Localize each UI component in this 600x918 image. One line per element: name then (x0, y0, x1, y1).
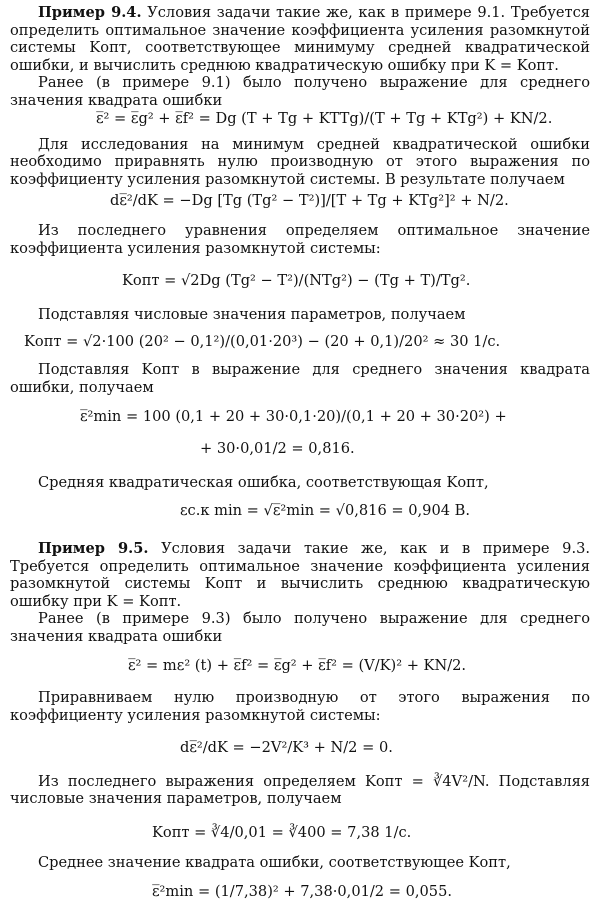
example-9-4-paragraph-7: Средняя квадратическая ошибка, соответствующая Kопт, (38, 474, 489, 492)
example-9-5-paragraph-5: Среднее значение квадрата ошибки, соответствующее Kопт, (38, 853, 511, 871)
example-9-4-equation-6: εс.к min = √ε̅²min = √0,816 = 0,904 В. (180, 501, 471, 519)
example-9-5-equation-4: ε̅²min = (1/7,38)² + 7,38·0,01/2 = 0,055. (152, 883, 453, 901)
example-9-4-paragraph-4: Из последнего уравнения определяем оптимальное значение коэффициента усиления разомкнутой системы: (10, 222, 590, 257)
example-9-4-heading: Пример 9.4. (38, 4, 142, 21)
example-9-4-equation-3: Kопт = √2Dg (Tg² − T²)/(NTg²) − (Tg + T)/Tg². (122, 271, 471, 289)
example-9-4-paragraph-5: Подставляя числовые значения параметров, получаем (38, 305, 466, 323)
example-9-4-equation-1: ε̅² = ε̅g² + ε̅f² = Dg (T + Tg + KTTg)/(T + Tg + KTg²) + KN/2. (96, 109, 553, 127)
example-9-5-text-1: Условия задачи такие же, как и в примере 9.3. Требуется определить оптимальное значение коэффициента усиления разомкнутой системы Kопт и вычислить среднюю квадратическую ошибку при K = Kопт. (10, 539, 591, 610)
example-9-5-paragraph-2: Ранее (в примере 9.3) было получено выражение для среднего значения квадрата ошибки (10, 610, 590, 645)
example-9-4-equation-5a: ε̅²min = 100 (0,1 + 20 + 30·0,1·20)/(0,1 + 20 + 30·20²) + (80, 408, 507, 426)
example-9-4-equation-5b: + 30·0,01/2 = 0,816. (200, 440, 355, 458)
example-9-5-equation-3: Kопт = ∛4/0,01 = ∛400 = 7,38 1/c. (152, 823, 412, 841)
example-9-5-equation-1: ε̅² = mε² (t) + ε̅f² = ε̅g² + ε̅f² = (V/K)² + KN/2. (128, 657, 467, 675)
example-9-5-paragraph-1 (10, 540, 590, 610)
example-9-4-equation-4: Kопт = √2·100 (20² − 0,1²)/(0,01·20³) − (20 + 0,1)/20² ≈ 30 1/c. (24, 333, 501, 351)
example-9-4-paragraph-1 (10, 4, 590, 74)
example-9-4-text-1: Условия задачи такие же, как в примере 9.1. Требуется определить оптимальное значение коэффициента усиления разомкнутой системы Kопт, соответствующее минимуму средней квадратической ошибки, и вычислить среднюю квадратическую ошибку при K = Kопт. (10, 4, 590, 74)
example-9-5-heading: Пример 9.5. (38, 539, 149, 557)
example-9-4-paragraph-2: Ранее (в примере 9.1) было получено выражение для среднего значения квадрата ошибки (10, 74, 590, 109)
example-9-5-paragraph-3: Приравниваем нулю производную от этого выражения по коэффициенту усиления разомкнутой системы: (10, 689, 590, 725)
example-9-4-equation-2: dε̅²/dK = −Dg [Tg (Tg² − T²)]/[T + Tg + KTg²]² + N/2. (110, 192, 509, 210)
example-9-4-paragraph-3: Для исследования на минимум средней квадратической ошибки необходимо приравнять нулю производную от этого выражения по коэффициенту усиления разомкнутой системы. В результате получаем (10, 135, 590, 188)
example-9-5-paragraph-4: Из последнего выражения определяем Kопт = ∛4V²/N. Подставляя числовые значения параметров, получаем (10, 772, 590, 808)
example-9-5-equation-2: dε̅²/dK = −2V²/K³ + N/2 = 0. (180, 738, 393, 756)
example-9-4-paragraph-6: Подставляя Kопт в выражение для среднего значения квадрата ошибки, получаем (10, 361, 590, 396)
